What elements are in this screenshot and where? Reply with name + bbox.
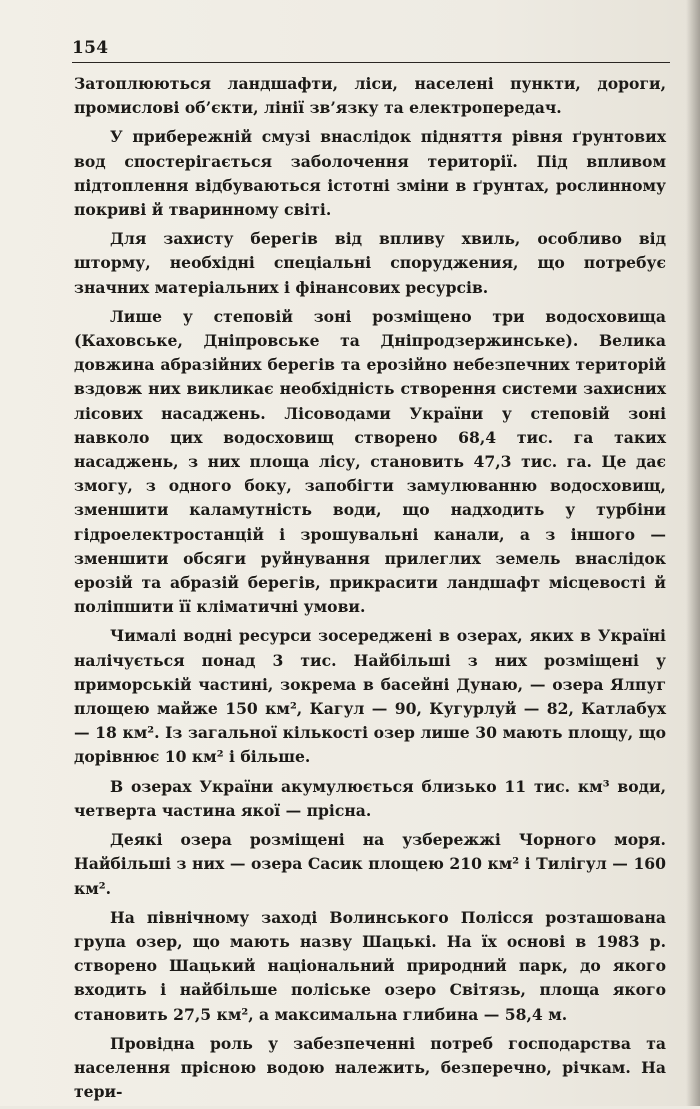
paragraph-black-sea-lakes: Деякі озера розміщені на узбережжі Чорного моря. Найбільші з них — озера Сасик площею 210 км² і Тилігул — 160 км². [74, 830, 666, 898]
paragraph-shore-protection: Для захисту берегів від впливу хвиль, особливо від шторму, необхідні спеціальні споруджения, що потребує значних матеріальних і фінансових ресурсів. [74, 229, 666, 297]
paragraph-lakes: Чималі водні ресурси зосереджені в озерах, яких в Україні налічується понад 3 тис. Найбільші з них розміщені у приморській частині, зокрема в басейні Дунаю, — озера Ялпуг площею майже 150 км², Кагул — 90, Кугурлуй — 82, Катлабух — 18 км². Із загальної кількості озер лише 30 мають площу, що дорівнює 10 км² і більше. [74, 626, 666, 767]
body-text [74, 72, 666, 1109]
paragraph-coastal-strip: У прибережній смузі внаслідок підняття рівня ґрунтових вод спостерігається заболочення території. Під впливом підтоплення відбуваються істотні зміни в ґрунтах, рослинному покриві й тваринному світі. [74, 127, 666, 220]
paragraph-rivers: Провідна роль у забезпеченні потреб господарства та населення прісною водою належить, безперечно, річкам. На тери- [74, 1033, 666, 1102]
paragraph-shatsk-lakes: На північному заході Волинського Полісся розташована група озер, що мають назву Шацькі. На їх основі в 1983 р. створено Шацький національний природний парк, до якого входить і найбільше поліське озеро Світязь, площа якого становить 27,5 км², а максимальна глибина — 58,4 м. [74, 907, 666, 1024]
paragraph-steppe-reservoirs: Лише у степовій зоні розміщено три водосховища (Каховське, Дніпровське та Дніпродзержинське). Велика довжина абразійних берегів та ерозійно небезпечних територій вздовж них викликає необхідність створення системи захисних лісових насаджень. Лісоводами України у степовій зоні навколо цих водосховищ створено 68,4 тис. га таких насаджень, з них площа лісу, становить 47,3 тис. га. Це дає змогу, з одного боку, запобігти замулюванню водосховищ, зменшити каламутність води, що надходить у турбіни гідроелектростанцій і зрошувальні канали, а з іншого — зменшити обсяги руйнування прилеглих земель внаслідок ерозій та абразій берегів, прикрасити ландшафт місцевості й поліпшити її кліматичні умови. [74, 306, 666, 617]
header-rule [72, 62, 670, 63]
paragraph-flooding: Затоплюються ландшафти, ліси, населені пункти, дороги, промислові об’єкти, лінії зв’язку та електропередач. [74, 74, 666, 118]
paragraph-lake-volume: В озерах України акумулюється близько 11 тис. км³ води, четверта частина якої — прісна. [74, 776, 666, 820]
page-number: 154 [72, 38, 109, 58]
